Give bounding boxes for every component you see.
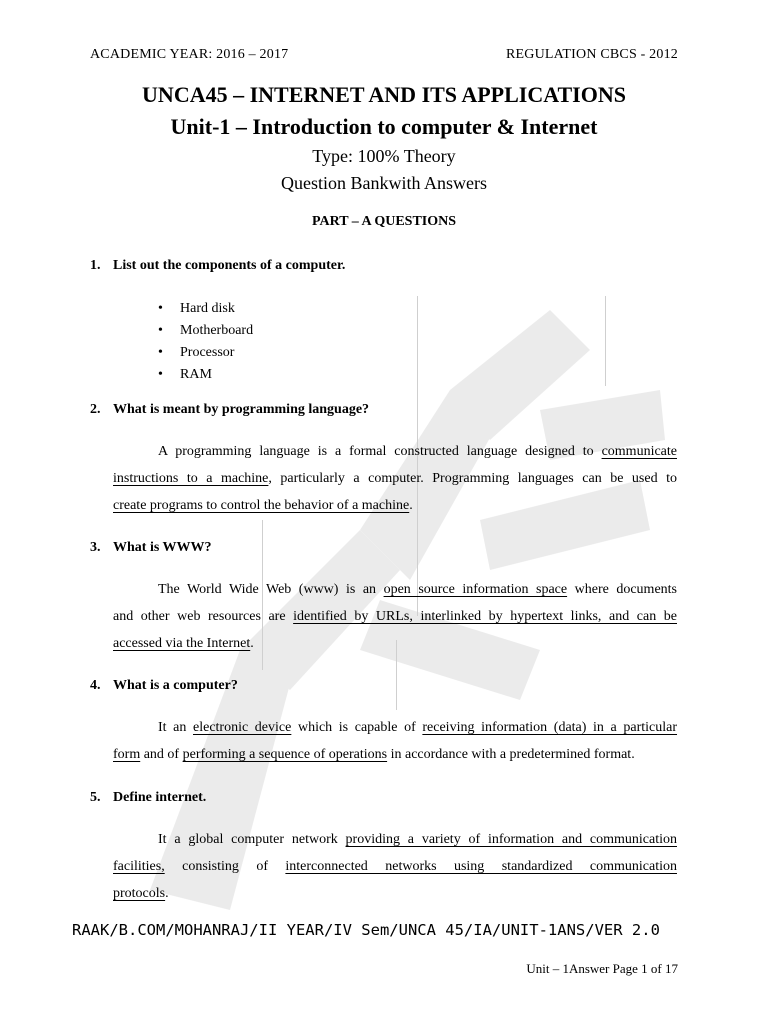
list-item: • Processor — [158, 342, 253, 364]
question-text: Define internet. — [113, 790, 207, 805]
question-5 — [90, 790, 206, 806]
page-number: Unit – 1Answer Page 1 of 17 — [526, 961, 678, 976]
bullet-icon: • — [158, 367, 163, 382]
bullet-icon: • — [158, 345, 163, 360]
answer-3 — [113, 576, 677, 657]
question-text: What is a computer? — [113, 678, 238, 693]
question-text: What is WWW? — [113, 540, 212, 555]
answer-5 — [113, 826, 677, 907]
question-number: 2. — [90, 402, 101, 417]
question-1 — [90, 258, 345, 274]
answer-line: The World Wide Web (www) is an open source information space where documents — [158, 582, 677, 597]
academic-year: ACADEMIC YEAR: 2016 – 2017 — [90, 47, 289, 62]
question-number: 1. — [90, 258, 101, 273]
answer-4 — [113, 714, 677, 768]
question-number: 4. — [90, 678, 101, 693]
list-item: • Motherboard — [158, 320, 253, 342]
document-code: RAAK/B.COM/MOHANRAJ/II YEAR/IV Sem/UNCA 45/IA/UNIT-1ANS/VER 2.0 — [72, 921, 660, 939]
answer-line: It a global computer network providing a variety of information and communication — [158, 832, 677, 847]
course-title: UNCA45 – INTERNET AND ITS APPLICATIONS — [142, 82, 626, 107]
answer-line: and other web resources are identified by URLs, interlinked by hypertext links, and can be — [113, 609, 677, 624]
regulation: REGULATION CBCS - 2012 — [505, 47, 678, 62]
question-text: List out the components of a computer. — [113, 258, 346, 273]
components-list — [158, 298, 253, 386]
answer-line: facilities, consisting of interconnected networks using standardized communication — [113, 859, 677, 874]
watermark-line — [605, 296, 606, 386]
answer-line: A programming language is a formal constructed language designed to communicate — [158, 444, 677, 459]
answer-2 — [113, 438, 677, 519]
list-item: • Hard disk — [158, 298, 253, 320]
question-2 — [90, 402, 369, 418]
part-heading: PART – A QUESTIONS — [311, 214, 457, 229]
bullet-icon: • — [158, 301, 163, 316]
question-text: What is meant by programming language? — [113, 402, 370, 417]
bullet-icon: • — [158, 323, 163, 338]
question-number: 3. — [90, 540, 101, 555]
unit-title: Unit-1 – Introduction to computer & Internet — [170, 114, 598, 139]
question-bank-line: Question Bankwith Answers — [281, 173, 487, 193]
answer-line: create programs to control the behavior of a machine. — [113, 498, 413, 513]
answer-line: instructions to a machine, particularly a computer. Programming languages can be used to — [113, 471, 677, 486]
answer-line: It an electronic device which is capable of receiving information (data) in a particular — [158, 720, 678, 735]
answer-line: accessed via the Internet. — [113, 636, 254, 651]
answer-line: form and of performing a sequence of operations in accordance with a predetermined format. — [113, 747, 635, 762]
answer-line: protocols. — [113, 886, 169, 901]
question-4 — [90, 678, 238, 694]
type-line: Type: 100% Theory — [312, 146, 456, 166]
question-3 — [90, 540, 212, 556]
question-number: 5. — [90, 790, 101, 805]
list-item: • RAM — [158, 364, 253, 386]
